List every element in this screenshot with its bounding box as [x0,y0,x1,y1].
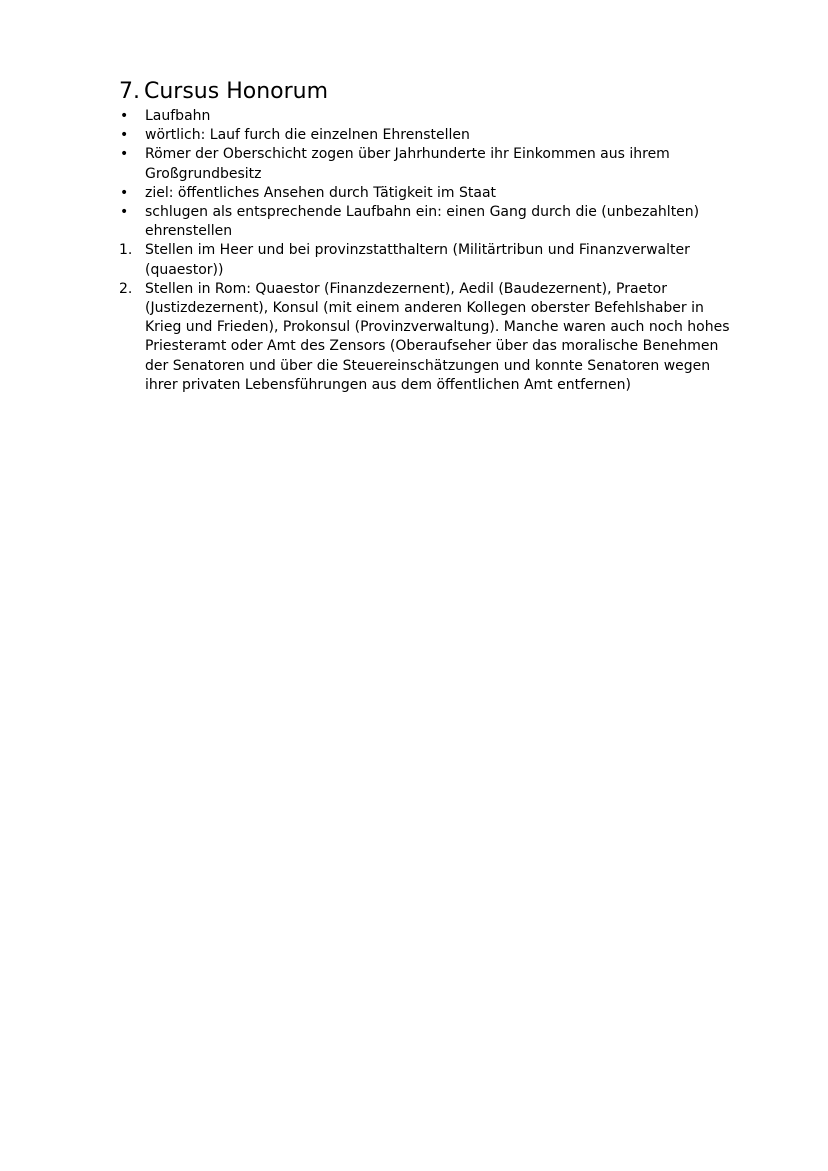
list-number: 1. [119,242,133,259]
bullet-item-laufbahn [117,107,737,126]
bullet-item-woertlich [117,126,737,145]
numbered-text: Stellen in Rom: Quaestor (Finanzdezernent), Aedil (Baudezernent), Praetor (Justizdezernent), Konsul (mit einem anderen Kollegen oberster Befehlshaber in Krieg und Frieden), Prokonsul (Provinzverwaltung). Manche waren auch noch hohes Priesteramt oder Amt des Zensors (Oberaufseher über das moralische Benehmen der Senatoren und über die Steuereinschätzungen und konnte Senatoren wegen ihrer privaten Lebensführungen aus dem öffentlichen Amt entfernen) [145,280,730,393]
numbered-item-heer [117,241,737,279]
bullet-icon: • [120,127,129,144]
numbered-item-rom [117,280,737,395]
bullet-text: Laufbahn [145,108,211,124]
section-heading [119,78,328,106]
bullet-item-ziel [117,184,737,203]
bullet-text: wörtlich: Lauf furch die einzelnen Ehrenstellen [145,127,470,144]
bullet-text: Römer der Oberschicht zogen über Jahrhunderte ihr Einkommen aus ihrem Großgrundbesitz [145,146,670,182]
bullet-item-laufbahn-gang [117,203,737,241]
bullet-icon: • [120,204,129,221]
bullet-text: schlugen als entsprechende Laufbahn ein: einen Gang durch die (unbezahlten) ehrenstellen [145,204,700,240]
bullet-icon: • [120,184,129,201]
section-number: 7. [119,79,140,104]
numbered-text: Stellen im Heer und bei provinzstatthaltern (Militärtribun und Finanzverwalter (quaestor)) [145,242,690,278]
bullet-icon: • [120,108,129,124]
bullet-item-roemer [117,145,737,183]
document-body [117,107,737,395]
list-number: 2. [119,280,133,297]
bullet-icon: • [120,146,129,163]
bullet-text: ziel: öffentliches Ansehen durch Tätigkeit im Staat [145,184,497,201]
section-title: Cursus Honorum [144,79,329,104]
